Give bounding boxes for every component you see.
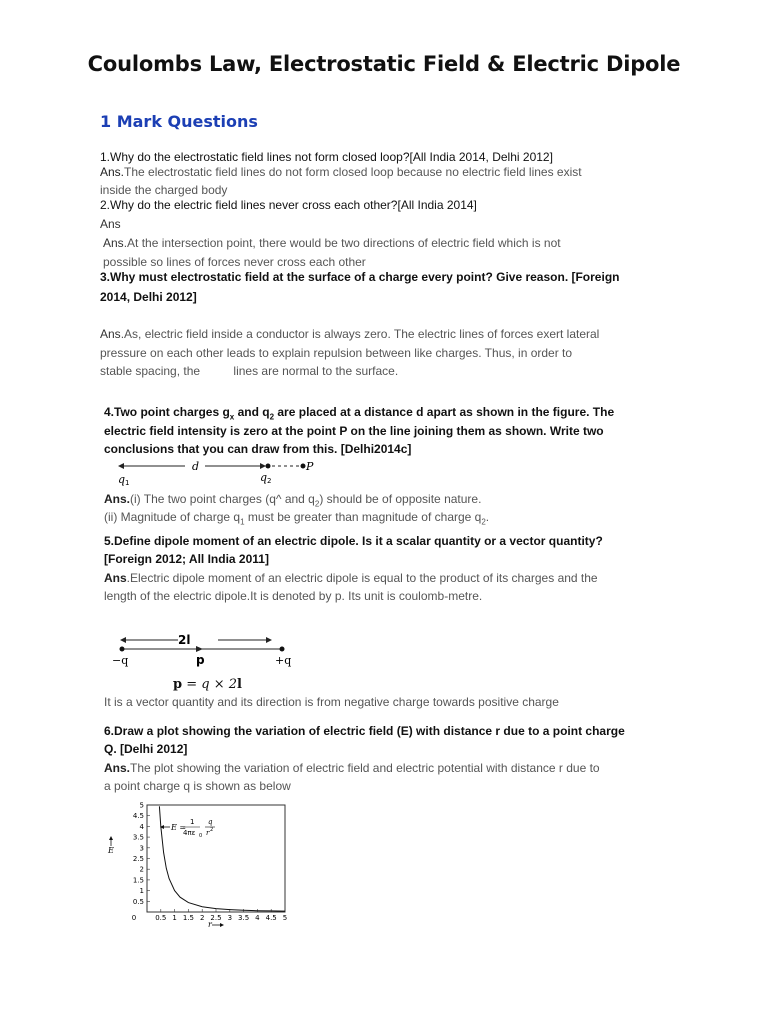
y-tick-label: 1.5 (132, 876, 144, 885)
annotation-den1-sub: 0 (199, 833, 203, 839)
formula-l: l (237, 677, 242, 692)
annotation-num2: q (208, 818, 213, 826)
answer-label: Ans. (104, 492, 131, 506)
label-q2-sub: 2 (267, 477, 272, 485)
answer-2-line-2: possible so lines of forces never cross each other (103, 255, 366, 269)
answer-label: Ans (100, 327, 121, 341)
label-minus-q: −q (112, 654, 129, 667)
answer-3-line-3: stable spacing, the lines are normal to the surface. (100, 364, 399, 378)
y-tick-label: 3.5 (132, 833, 144, 842)
y-tick-label: 2.5 (132, 855, 144, 863)
a4-text-a: (i) The two point charges (q^ and q (130, 492, 315, 506)
point-p-dot (301, 464, 306, 469)
label-q2: q (260, 471, 268, 484)
arrowhead-left (120, 637, 126, 643)
y-tick-label: 4.5 (132, 812, 144, 821)
label-plus-q: +q (275, 654, 292, 667)
answer-text: The plot showing the variation of electric field and electric potential with distance r due to (130, 761, 600, 775)
answer-label: Ans. (104, 761, 131, 775)
negative-charge-dot (120, 647, 125, 652)
answer-5-line-1 (104, 571, 598, 585)
question-4-line-3: conclusions that you can draw from this. [Delhi2014c] (104, 442, 412, 456)
a4-line2-sub1: 1 (240, 517, 245, 527)
x-axis-label: r (208, 920, 212, 929)
annotation-den2: r (206, 829, 210, 837)
annotation-num1: 1 (190, 818, 195, 826)
y-tick-label: 5 (139, 801, 144, 810)
answer-text: .Electric dipole moment of an electric dipole is equal to the product of its charges and the (126, 571, 598, 585)
answer-text: .At the intersection point, there would be two directions of electric field which is not (123, 236, 561, 250)
positive-charge-dot (280, 647, 285, 652)
answer-label: Ans (103, 236, 124, 250)
answer-6-line-1 (104, 761, 600, 775)
label-q1-sub: 1 (125, 479, 130, 486)
x-tick-label: 2 (199, 914, 205, 922)
answer-2-line-1 (103, 236, 561, 250)
two-charges-figure (110, 456, 330, 486)
a4-line2-b: must be greater than magnitude of charge q (244, 510, 482, 524)
question-5-line-1: 5.Define dipole moment of an electric dipole. Is it a scalar quantity or a vector quantity? (104, 534, 603, 548)
x-tick-label: 1 (172, 914, 177, 922)
section-heading: 1 Mark Questions (100, 112, 258, 131)
question-1: 1.Why do the electrostatic field lines not form closed loop?[All India 2014, Delhi 2012] (100, 150, 553, 164)
x-tick-label: 4.5 (265, 914, 277, 922)
answer-1-line-1 (100, 165, 582, 179)
page-title: Coulombs Law, Electrostatic Field & Electric Dipole (87, 52, 681, 76)
label-q1: q (118, 473, 126, 486)
y-axis-arrowhead (109, 836, 113, 840)
q4-sub-x: x (229, 412, 235, 422)
answer-6-line-2: a point charge q is shown as below (104, 779, 291, 793)
y-tick-label: 0.5 (132, 897, 144, 906)
label-p: P (306, 460, 314, 473)
x-tick-label: 3 (227, 914, 233, 922)
dipole-moment-arrowhead (196, 646, 203, 652)
answer-4-line-1 (104, 492, 481, 508)
answer-4-line-2 (104, 510, 489, 526)
a4-line2-c: . (485, 510, 490, 524)
answer-label: Ans. (100, 165, 125, 179)
dipole-figure (110, 630, 310, 672)
a4-line2-sub2: 2 (481, 517, 486, 527)
question-4-line-1 (104, 405, 614, 421)
arrowhead-left (118, 463, 124, 469)
annotation-den2-sup: 2 (210, 827, 214, 833)
question-6-line-2: Q. [Delhi 2012] (104, 742, 188, 756)
q4-text-c: are placed at a distance d apart as shown in the figure. The (274, 405, 615, 419)
x-tick-label: 0 (131, 914, 137, 922)
q4-text-b: and q (234, 405, 270, 419)
arrowhead-right (266, 637, 272, 643)
y-axis-label: E (108, 846, 114, 855)
x-tick-label: 5 (282, 914, 288, 922)
arrowhead-right (260, 463, 266, 469)
q4-text-a: 4.Two point charges g (104, 405, 230, 419)
annotation-e: E = (171, 823, 187, 832)
answer-1-line-2: inside the charged body (100, 183, 228, 197)
q4-sub-2: 2 (269, 412, 275, 422)
charge-q2-dot (266, 464, 271, 469)
annotation-den1: 4πε (183, 829, 196, 837)
question-5-line-2: [Foreign 2012; All India 2011] (104, 552, 269, 566)
question-2: 2.Why do the electric field lines never cross each other?[All India 2014] (100, 198, 477, 212)
formula-p: p (173, 677, 183, 692)
label-d: d (192, 460, 200, 473)
question-6-line-1: 6.Draw a plot showing the variation of electric field (E) with distance r due to a point charge (104, 724, 625, 738)
formula-rest: = q × 2 (182, 677, 238, 692)
answer-text: The electrostatic field lines do not form closed loop because no electric field lines exist (124, 165, 582, 179)
x-tick-label: 0.5 (155, 914, 167, 922)
y-tick-label: 1 (139, 887, 144, 896)
answer-5-line-2: length of the electric dipole.It is denoted by p. Its unit is coulomb-metre. (104, 589, 483, 603)
x-axis-arrowhead (220, 923, 224, 927)
answer-label: Ans (104, 571, 127, 585)
y-tick-label: 2 (139, 865, 144, 874)
answer-5-conclusion: It is a vector quantity and its direction is from negative charge towards positive charge (104, 695, 559, 709)
answer-3-line-1 (100, 327, 599, 341)
chart-frame (147, 805, 285, 912)
question-3-line-2: 2014, Delhi 2012] (100, 290, 197, 304)
answer-3-line-2: pressure on each other leads to explain repulsion between like charges. Thus, in order to (100, 346, 573, 360)
y-tick-label: 3 (139, 844, 144, 853)
y-tick-label: 4 (139, 822, 144, 831)
a4-text-b: ) should be of opposite nature. (319, 492, 482, 506)
electric-field-chart (100, 798, 300, 933)
x-tick-label: 4 (255, 914, 260, 922)
label-p: p (196, 653, 205, 667)
question-3-line-1: 3.Why must electrostatic field at the surface of a charge every point? Give reason. [Foreign (100, 270, 620, 284)
a4-sub: 2 (314, 499, 320, 509)
a4-line2-a: (ii) Magnitude of charge q (104, 510, 241, 524)
x-tick-label: 1.5 (182, 914, 194, 922)
question-4-line-2: electric field intensity is zero at the point P on the line joining them as shown. Write two (104, 424, 604, 438)
x-tick-label: 2.5 (210, 914, 222, 922)
dipole-formula (173, 677, 242, 692)
answer-2-short: Ans (100, 217, 121, 231)
label-2l: 2l (178, 633, 191, 647)
x-tick-label: 3.5 (238, 914, 250, 922)
answer-text: .As, electric field inside a conductor is always zero. The electric lines of forces exert lateral (120, 327, 600, 341)
